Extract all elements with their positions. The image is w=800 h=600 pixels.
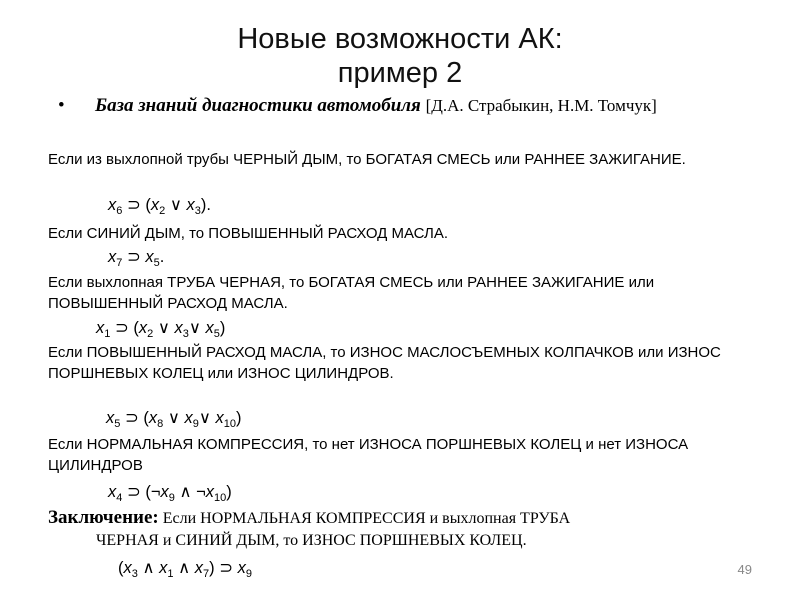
formula-subscript: 5 xyxy=(114,418,121,430)
conclusion-line-2: ЧЕРНАЯ и СИНИЙ ДЫМ, то ИЗНОС ПОРШНЕВЫХ КОЛЕЦ. xyxy=(96,532,527,549)
formula-operator: ⊃ ( xyxy=(122,196,151,214)
formula-operator: . xyxy=(159,248,165,266)
formula-variable: x xyxy=(106,409,115,427)
formula-subscript: 9 xyxy=(168,492,175,504)
formula-operator: ⊃ ( xyxy=(110,319,139,337)
rule-formula xyxy=(108,194,211,216)
formula-operator: ) xyxy=(226,483,232,501)
formula-variable: x xyxy=(205,319,214,337)
conclusion-label: Заключение: xyxy=(48,507,159,528)
title-line-2: пример 2 xyxy=(337,57,463,89)
formula-subscript: 8 xyxy=(157,418,164,430)
formula-subscript: 5 xyxy=(153,257,160,269)
formula-variable: x xyxy=(160,483,169,501)
formula-subscript: 10 xyxy=(223,418,237,430)
bullet-text xyxy=(95,92,735,120)
formula-variable: x xyxy=(150,196,160,214)
rule-text: Если выхлопная ТРУБА ЧЕРНАЯ, то БОГАТАЯ СМЕСЬ или РАННЕЕ ЗАЖИГАНИЕ или ПОВЫШЕННЫЙ РАСХОД МАСЛА. xyxy=(48,274,655,312)
formula-variable: x xyxy=(108,248,117,266)
formula-variable: x xyxy=(96,319,105,337)
formula-subscript: 10 xyxy=(214,492,227,504)
conclusion-line-1: Если НОРМАЛЬНАЯ КОМПРЕССИЯ и выхлопная ТРУБА xyxy=(162,510,571,527)
formula-subscript: 9 xyxy=(245,568,252,580)
title-line-1: Новые возможности АК: xyxy=(237,23,563,55)
formula-subscript: 7 xyxy=(203,568,210,580)
formula-variable: x xyxy=(186,196,195,214)
formula-subscript: 9 xyxy=(192,418,199,430)
formula-operator: ∨ xyxy=(198,409,216,427)
formula-variable: x xyxy=(108,196,117,214)
formula-variable: x xyxy=(108,483,117,501)
formula-operator: ) xyxy=(219,319,226,337)
formula-operator: ∨ xyxy=(165,196,187,214)
formula-variable: x xyxy=(138,319,148,337)
formula-variable: x xyxy=(123,559,132,577)
formula-variable: x xyxy=(145,248,154,266)
rule-text: Если НОРМАЛЬНАЯ КОМПРЕССИЯ, то нет ИЗНОСА ПОРШНЕВЫХ КОЛЕЦ и нет ИЗНОСА ЦИЛИНДРОВ xyxy=(48,436,689,474)
formula-variable: x xyxy=(237,559,246,577)
formula-variable: x xyxy=(215,409,224,427)
formula-subscript: 7 xyxy=(116,257,123,269)
formula-variable: x xyxy=(184,409,193,427)
formula-variable: x xyxy=(174,319,183,337)
formula-operator: ∧ ¬ xyxy=(174,483,206,501)
formula-variable: x xyxy=(148,409,158,427)
formula-subscript: 1 xyxy=(104,328,111,340)
rule-text: Если ПОВЫШЕННЫЙ РАСХОД МАСЛА, то ИЗНОС МАСЛОСЪЕМНЫХ КОЛПАЧКОВ или ИЗНОС ПОРШНЕВЫХ КОЛЕЦ или ИЗНОС ЦИЛИНДРОВ. xyxy=(48,344,721,382)
formula-operator: ∨ xyxy=(153,319,175,337)
formula-operator: ( xyxy=(118,559,124,577)
formula-subscript: 6 xyxy=(116,205,123,217)
formula-operator: ∨ xyxy=(163,409,185,427)
formula-variable: x xyxy=(159,559,168,577)
rule-text: Если СИНИЙ ДЫМ, то ПОВЫШЕННЫЙ РАСХОД МАСЛА. xyxy=(48,225,449,242)
slide-title xyxy=(0,22,800,90)
formula-subscript: 4 xyxy=(116,492,123,504)
formula-operator: ) ⊃ xyxy=(209,559,238,577)
rule-formula xyxy=(108,246,164,268)
formula-subscript: 3 xyxy=(194,205,201,217)
bullet-icon: • xyxy=(58,95,65,116)
formula-subscript: 2 xyxy=(159,205,166,217)
page-number: 49 xyxy=(737,562,752,577)
formula-operator: ⊃ (¬ xyxy=(122,483,161,501)
formula-operator: ⊃ ( xyxy=(120,409,149,427)
formula-subscript: 3 xyxy=(131,568,138,580)
bullet-heading: База знаний диагностики автомобиля xyxy=(95,95,421,116)
formula-operator: ∨ xyxy=(188,319,206,337)
conclusion-formula xyxy=(118,557,252,579)
rule-formula xyxy=(106,407,242,429)
formula-variable: x xyxy=(194,559,203,577)
formula-operator: ). xyxy=(200,196,211,214)
formula-operator: ∧ xyxy=(173,559,195,577)
rule-formula xyxy=(96,317,225,339)
formula-subscript: 2 xyxy=(147,328,154,340)
formula-operator: ) xyxy=(236,409,242,427)
formula-subscript: 5 xyxy=(213,328,220,340)
rule-text: Если из выхлопной трубы ЧЕРНЫЙ ДЫМ, то БОГАТАЯ СМЕСЬ или РАННЕЕ ЗАЖИГАНИЕ. xyxy=(48,151,686,168)
formula-operator: ∧ xyxy=(137,559,160,577)
formula-operator: ⊃ xyxy=(122,248,146,266)
formula-subscript: 3 xyxy=(182,328,189,340)
conclusion xyxy=(48,507,748,552)
bullet-source: [Д.А. Страбыкин, Н.М. Томчук] xyxy=(425,96,657,115)
formula-subscript: 1 xyxy=(167,568,174,580)
rule-formula xyxy=(108,481,232,503)
formula-variable: x xyxy=(205,483,215,501)
